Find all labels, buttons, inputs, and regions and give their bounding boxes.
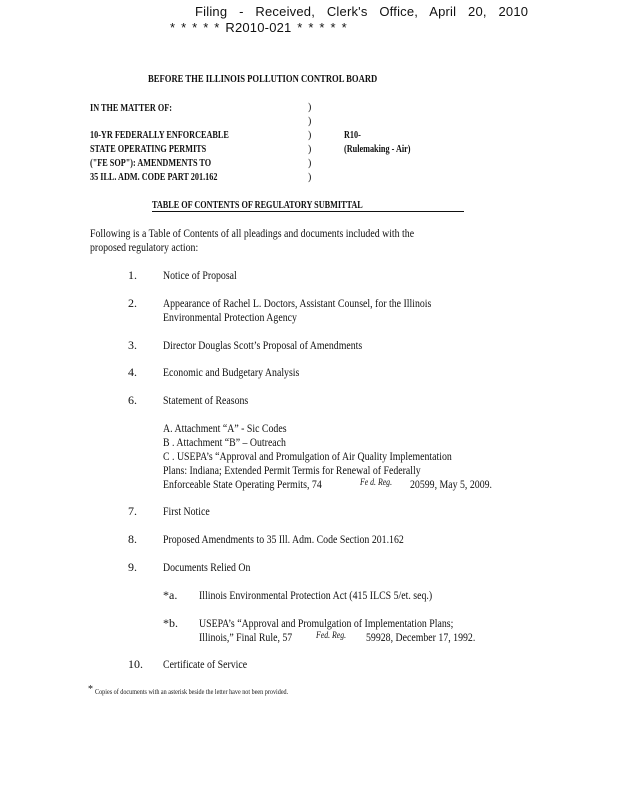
toc-title: TABLE OF CONTENTS OF REGULATORY SUBMITTAL	[152, 200, 363, 211]
item-number: 2.	[128, 296, 137, 310]
filing-stamp-line2: * * * * * R2010-021 * * * * *	[170, 20, 347, 35]
sub-item-c-line2: Plans: Indiana; Extended Permit Termis for Renewal of Federally	[163, 463, 421, 477]
item-text: Certificate of Service	[163, 657, 248, 671]
item-number: 7.	[128, 504, 137, 518]
caption-paren: )	[308, 102, 312, 113]
caption-paren: )	[308, 130, 312, 141]
caption-line-4: 35 ILL. ADM. CODE PART 201.162	[90, 172, 218, 183]
caption-paren: )	[308, 172, 312, 183]
caption-line-1: 10-YR FEDERALLY ENFORCEABLE	[90, 130, 229, 141]
caption-line-2: STATE OPERATING PERMITS	[90, 144, 207, 155]
filing-stamp-line1: Filing - Received, Clerk's Office, April 20, 2010	[195, 4, 529, 19]
sub-item-mark: *b.	[163, 616, 178, 630]
matter-label: IN THE MATTER OF:	[90, 103, 172, 114]
caption-paren: )	[308, 116, 312, 127]
citation-end: 20599, May 5, 2009.	[410, 477, 492, 491]
footnote-asterisk: *	[88, 684, 93, 695]
item-number: 6.	[128, 393, 137, 407]
item-number: 1.	[128, 268, 137, 282]
item-text: Notice of Proposal	[163, 268, 237, 282]
sub-item-mark: *a.	[163, 588, 178, 602]
fed-reg-citation: Fed. Reg.	[316, 631, 347, 641]
item-text: Environmental Protection Agency	[163, 310, 297, 324]
fed-reg-citation: Fe d. Reg.	[360, 478, 393, 488]
caption-paren: )	[308, 144, 312, 155]
sub-item-b: B . Attachment “B” – Outreach	[163, 435, 286, 449]
item-text: Statement of Reasons	[163, 393, 249, 407]
item-number: 8.	[128, 532, 137, 546]
item-text: Director Douglas Scott’s Proposal of Amendments	[163, 338, 363, 352]
item-number: 10.	[128, 657, 143, 671]
item-text: Proposed Amendments to 35 Ill. Adm. Code Section 201.162	[163, 532, 404, 546]
item-number: 3.	[128, 338, 137, 352]
board-heading: BEFORE THE ILLINOIS POLLUTION CONTROL BOARD	[148, 74, 378, 85]
intro-line-2: proposed regulatory action:	[90, 240, 199, 254]
item-text: Economic and Budgetary Analysis	[163, 365, 300, 379]
item-text: Documents Relied On	[163, 560, 251, 574]
docket-type: (Rulemaking - Air)	[344, 144, 411, 155]
item-number: 9.	[128, 560, 137, 574]
sub-item-text: Illinois Environmental Protection Act (415 ILCS 5/et. seq.)	[199, 588, 433, 602]
item-text: Appearance of Rachel L. Doctors, Assistant Counsel, for the Illinois	[163, 296, 432, 310]
item-text: First Notice	[163, 504, 210, 518]
sub-item-c-line1: C . USEPA’s “Approval and Promulgation of Air Quality Implementation	[163, 449, 452, 463]
docket-number: R10-	[344, 130, 361, 141]
sub-item-text: Illinois,” Final Rule, 57	[199, 630, 293, 644]
item-number: 4.	[128, 365, 137, 379]
footnote-text: Copies of documents with an asterisk beside the letter have not been provided.	[95, 687, 289, 696]
caption-line-3: ("FE SOP"): AMENDMENTS TO	[90, 158, 212, 169]
citation-end: 59928, December 17, 1992.	[366, 630, 476, 644]
sub-item-text: USEPA’s “Approval and Promulgation of Implementation Plans;	[199, 616, 454, 630]
toc-title-underline	[152, 200, 464, 212]
sub-item-c-line3: Enforceable State Operating Permits, 74	[163, 477, 322, 491]
intro-line-1: Following is a Table of Contents of all pleadings and documents included with the	[90, 226, 415, 240]
caption-paren: )	[308, 158, 312, 169]
sub-item-a: A. Attachment “A” - Sic Codes	[163, 421, 287, 435]
